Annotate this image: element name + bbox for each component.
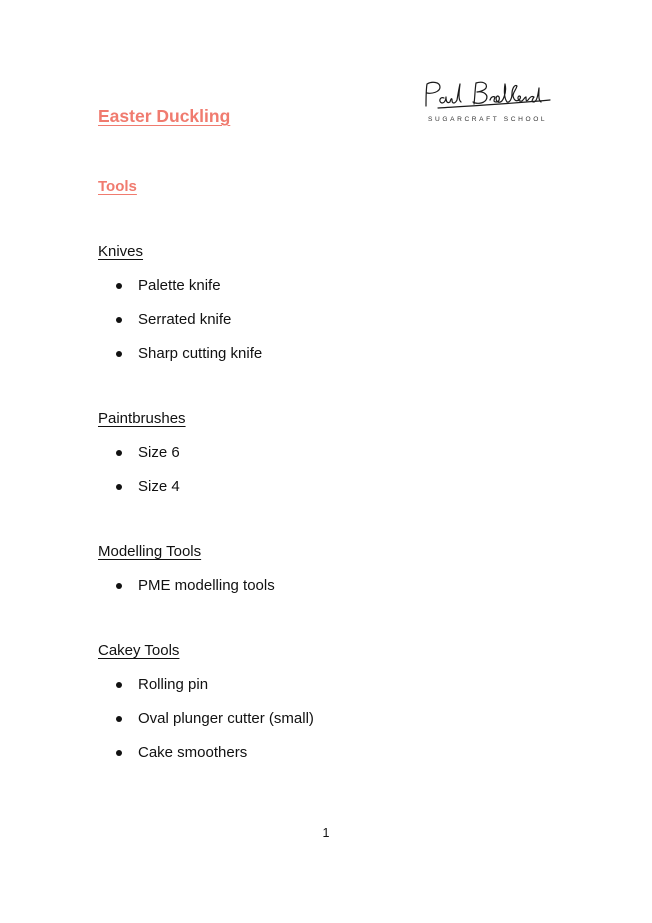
group-heading-modelling-tools: Modelling Tools xyxy=(98,543,202,560)
list-item-text: Sharp cutting knife xyxy=(138,345,263,362)
bullet-icon xyxy=(116,750,122,756)
bullet-icon xyxy=(116,583,122,589)
bullet-icon xyxy=(116,317,122,323)
bullet-icon xyxy=(116,716,122,722)
bullet-icon xyxy=(116,682,122,688)
list-item-text: Rolling pin xyxy=(138,676,209,693)
brand-logo xyxy=(418,78,554,126)
list-item-text: Cake smoothers xyxy=(138,744,248,761)
group-heading-paintbrushes: Paintbrushes xyxy=(98,410,186,427)
list-item-text: Palette knife xyxy=(138,277,221,294)
page-title: Easter Duckling xyxy=(98,106,231,126)
list-item-text: Oval plunger cutter (small) xyxy=(138,710,314,727)
signature-icon xyxy=(418,78,554,114)
bullet-icon xyxy=(116,351,122,357)
list-item-text: Size 4 xyxy=(138,478,180,495)
list-item-text: PME modelling tools xyxy=(138,577,275,594)
page-number: 1 xyxy=(322,826,330,840)
bullet-icon xyxy=(116,283,122,289)
list-item-text: Size 6 xyxy=(138,444,180,461)
logo-subtitle: SUGARCRAFT SCHOOL xyxy=(428,116,548,123)
section-title-tools: Tools xyxy=(98,178,137,195)
list-item-text: Serrated knife xyxy=(138,311,232,328)
bullet-icon xyxy=(116,450,122,456)
group-heading-knives: Knives xyxy=(98,243,144,260)
group-heading-cakey-tools: Cakey Tools xyxy=(98,642,180,659)
bullet-icon xyxy=(116,484,122,490)
